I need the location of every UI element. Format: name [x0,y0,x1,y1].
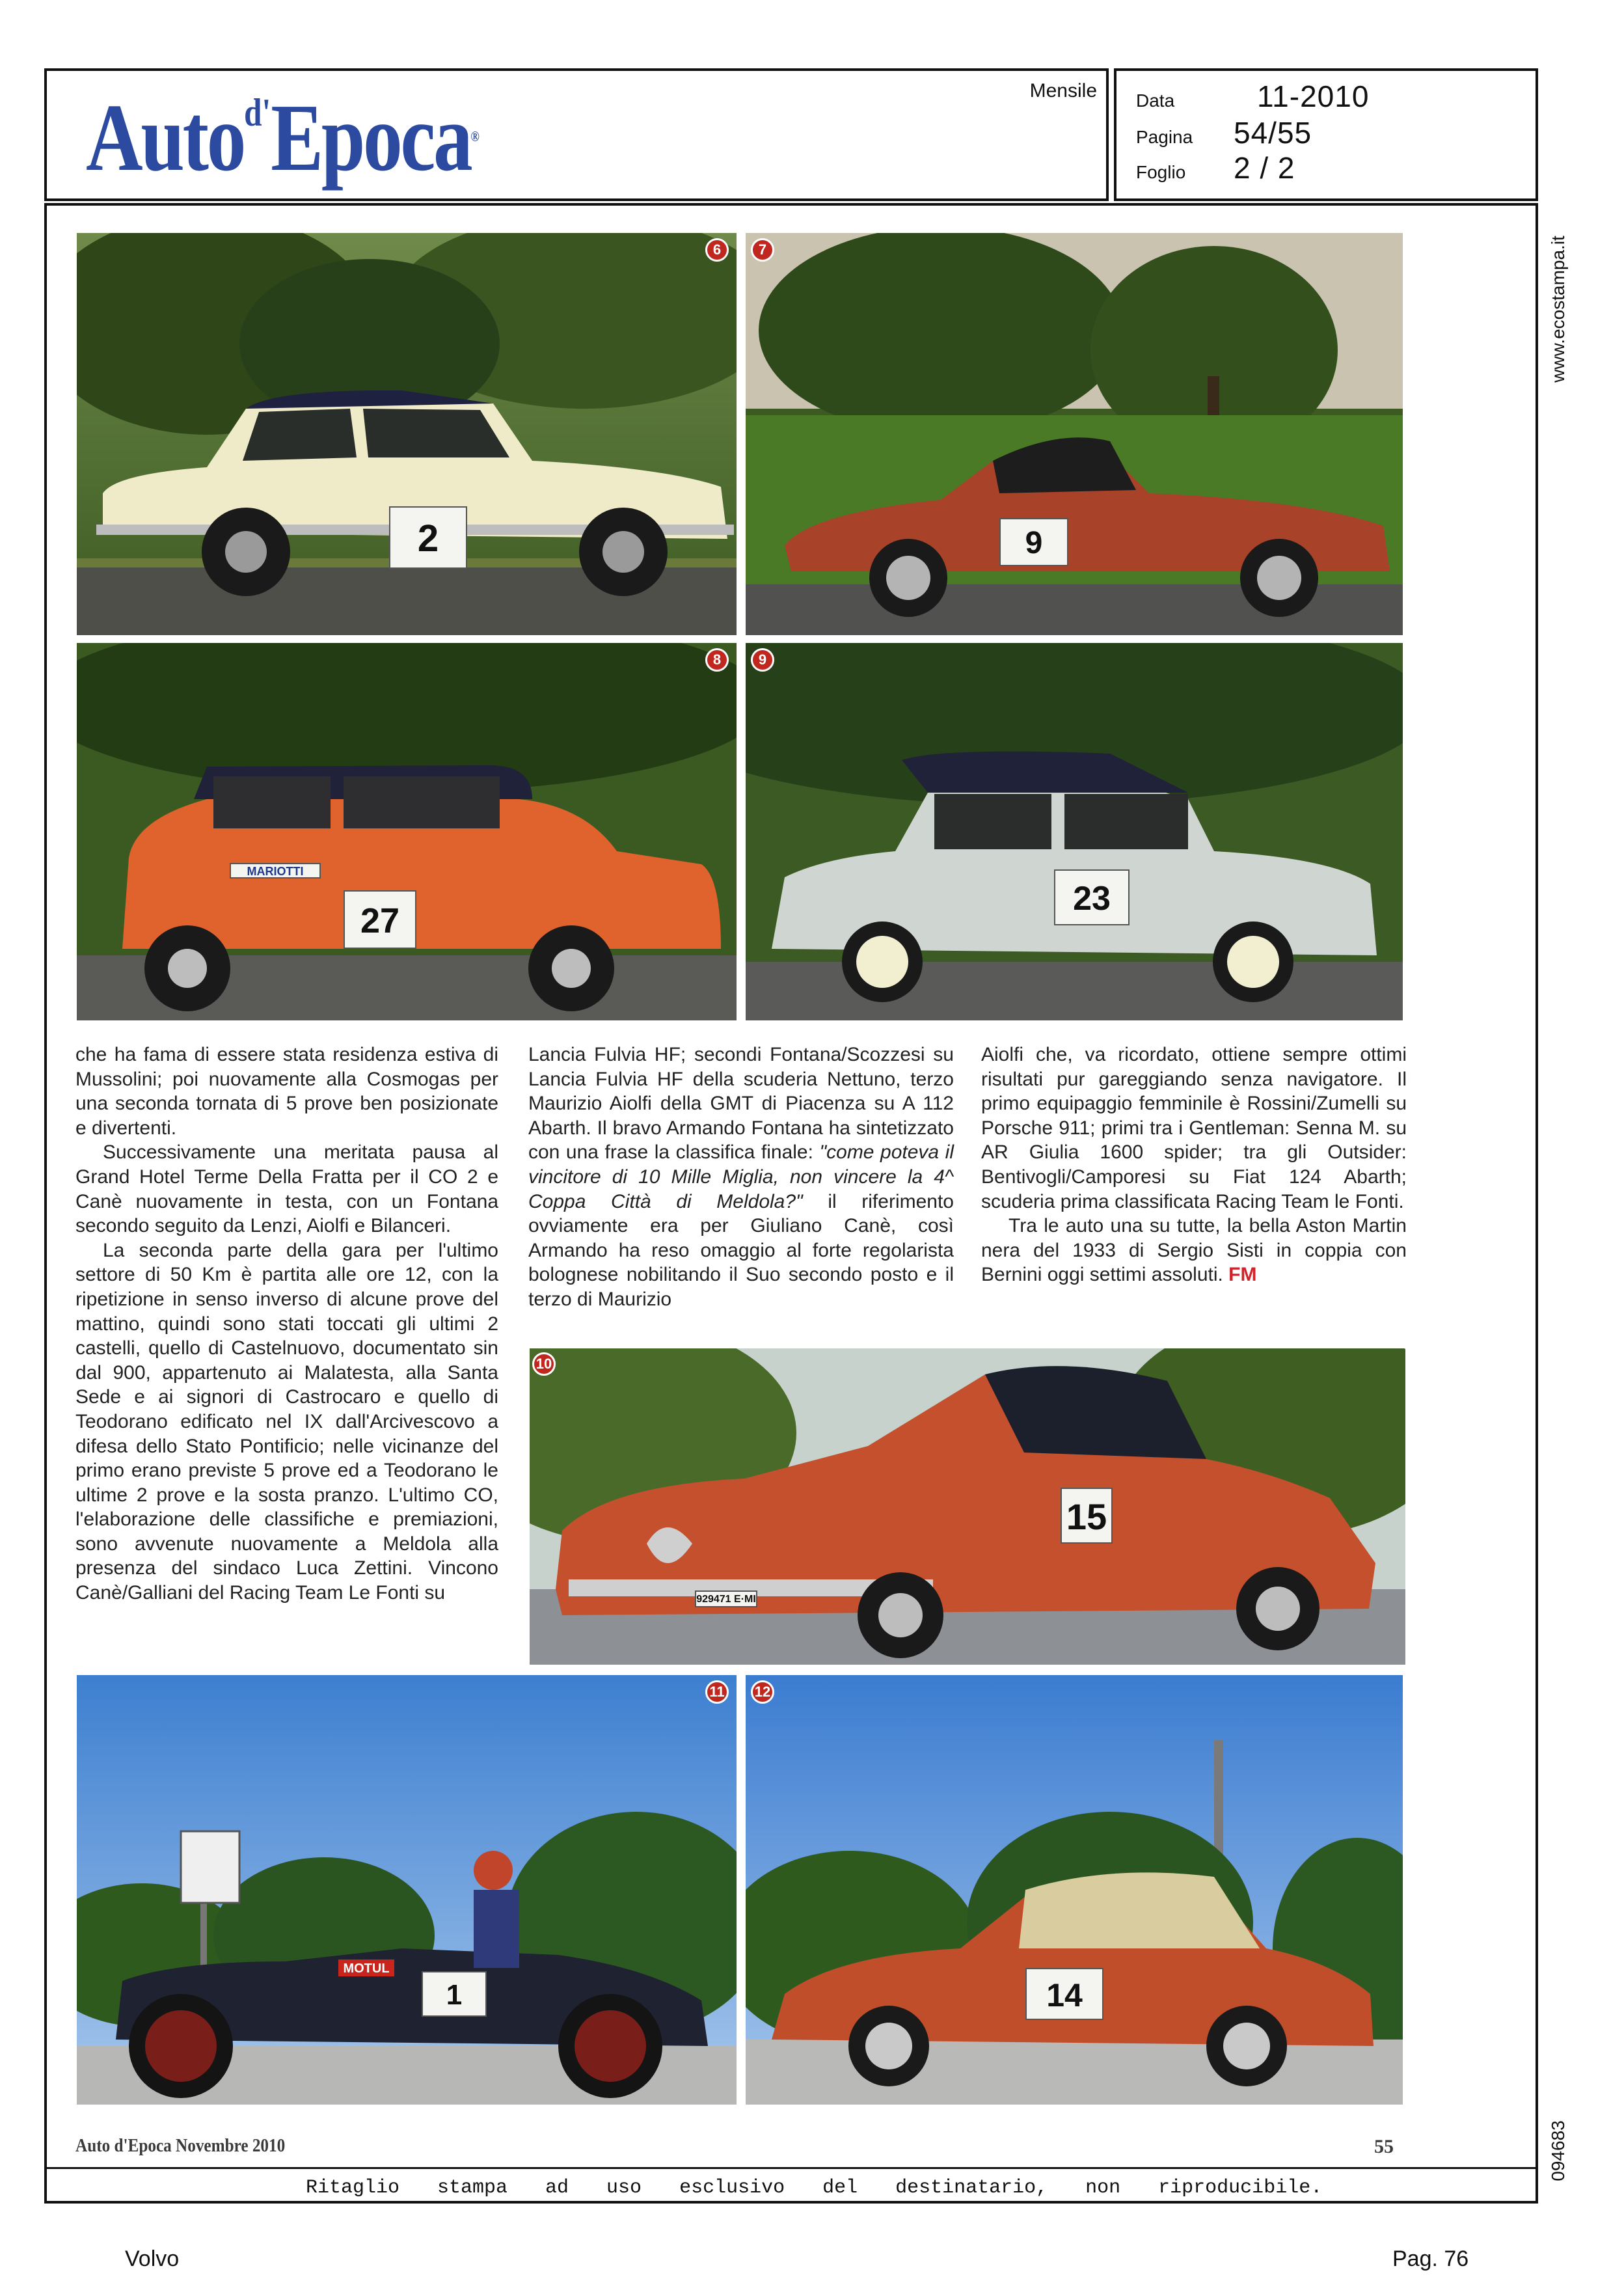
photo-10-alfa [530,1348,1405,1665]
photo-8-badge: 8 [705,648,729,672]
clip-notice: Ritaglio stampa ad uso esclusivo del destinatario, non riproducibile. [306,2177,1323,2199]
clip-divider [44,2167,1538,2169]
col1-paragraph-2: Successivamente una meritata pausa al Grand Hotel Terme Della Fratta per il CO 2 e Canè nuovamente in testa, con un Fontana secondo seguito da Lenzi, Aiolfi e Bilanceri. [75,1141,498,1237]
pagina-row [1136,115,1312,150]
col2-paragraph [528,1043,954,1312]
author-signature: FM [1228,1264,1257,1286]
document-footer-left: Volvo [125,2246,180,2271]
photo-11-badge: 11 [705,1680,729,1704]
magazine-logo [86,83,480,193]
logo-part-auto: Auto [86,85,245,191]
photo-9-race-number: 23 [1054,869,1130,925]
side-code-text: 094683 [1548,2120,1568,2181]
magazine-page-number: 55 [1374,2136,1394,2157]
photo-11-sponsor: MOTUL [338,1959,394,1976]
pagina-label: Pagina [1136,127,1193,147]
photo-6-image [77,233,737,635]
issue-info-box [1114,68,1538,201]
magazine-footer-title: Auto d'Epoca Novembre 2010 [75,2136,286,2156]
col1-paragraph-3: La seconda parte della gara per l'ultimo settore di 50 Km è partita alle ore 12, con la ripetizione in senso inverso di alcune prove del mattino, quindi sono stati toccati gli ultimi 2 castelli, quello di Castelnuovo, documentato sin dal 900, appartenuto ai Malatesta, alla Santa Sede e ai signori di Castrocaro e quello di Teodorano edificato nel IX dall'Arcivescovo a difesa dello Stato Pontificio; nelle vicinanze del primo erano previste 5 prove ed a Teodorano le ultime 2 prove e la sosta pranzo. L'ultimo CO, l'elaborazione delle classifiche e premiazioni, sono avvenute nuovamente a Meldola alla presenza del sindaco Luca Zettini. Vincono Canè/Galliani del Racing Team Le Fonti su [75,1239,498,1604]
text-column-3 [981,1043,1407,1287]
col2-text-a: Lancia Fulvia HF; secondi Fontana/Scozzesi su Lancia Fulvia HF della scuderia Nettuno, terzo Maurizio Aiolfi della GMT di Piacenza su A 112 Abarth. Il bravo Armando Fontana ha sintetizzato con una frase la classifica finale: [528,1044,954,1164]
text-column-1 [75,1043,498,1605]
photo-12-image [746,1675,1403,2105]
foglio-label: Foglio [1136,162,1186,182]
logo-part-epoca: Epoca [271,85,471,191]
data-row [1136,79,1369,114]
photo-10-race-number: 15 [1061,1488,1113,1544]
side-url-text: www.ecostampa.it [1548,236,1568,383]
photo-8-mini [77,643,737,1020]
photo-11-image [77,1675,737,2105]
photo-6-badge: 6 [705,238,729,262]
col3-paragraph-1: Aiolfi che, va ricordato, ottiene sempre ottimi risultati pur gareggiando senza navigatore. Il primo equipaggio femminile è Rossini/Zumelli su Porsche 911; primi tra i Gentleman: Senna M. su AR Giulia 1600 spider; tra gli Outsider: Bentivogli/Camporesi su Fiat 124 Abarth; scuderia prima classificata Racing Team le Fonti. [981,1044,1407,1212]
frequency-label: Mensile [1029,80,1097,102]
foglio-value: 2 / 2 [1234,151,1295,185]
photo-10-license-plate: 929471 E·MI [695,1590,757,1607]
photo-8-race-number: 27 [344,890,416,949]
photo-7-badge: 7 [751,238,774,262]
photo-7-jaguar [746,233,1403,635]
photo-10-image [530,1348,1405,1665]
col2-quote: "come poteva il vincitore di 10 Mille Miglia, non vincere la 4^ Coppa Città di Meldola?" [528,1141,954,1212]
photo-10-badge: 10 [532,1352,556,1376]
col1-paragraph-1: che ha fama di essere stata residenza estiva di Mussolini; poi nuovamente alla Cosmogas per una seconda tornata di 5 prove ben posizionate e divertenti. [75,1044,498,1139]
photo-11-aston-martin [77,1675,737,2105]
photo-9-image [746,643,1403,1020]
photo-6-volvo [77,233,737,635]
photo-8-sponsor: MARIOTTI [230,863,321,879]
photo-12-porsche [746,1675,1403,2105]
photo-9-badge: 9 [751,648,774,672]
side-code [1542,2108,1575,2193]
photo-11-race-number: 1 [422,1971,487,2017]
photo-7-image [746,233,1403,635]
data-label: Data [1136,90,1175,111]
photo-9-fiat [746,643,1403,1020]
photo-8-image [77,643,737,1020]
data-value: 11-2010 [1257,79,1370,113]
document-footer-page: Pag. 76 [1392,2246,1469,2271]
photo-12-race-number: 14 [1025,1968,1103,2020]
col2-text-b: il riferimento ovviamente era per Giuliano Canè, così Armando ha reso omaggio al forte regolarista bolognese nobilitando il Suo secondo posto e il terzo di Maurizio [528,1190,954,1310]
pagina-value: 54/55 [1234,116,1312,150]
text-column-2 [528,1043,954,1312]
logo-registered-mark: ® [470,128,480,144]
photo-6-race-number: 2 [389,506,467,569]
col3-text: Tra le auto una su tutte, la bella Aston Martin nera del 1933 di Sergio Sisti in coppia con Bernini oggi settimi assoluti. [981,1215,1407,1286]
photo-12-badge: 12 [751,1680,774,1704]
col3-paragraph-2 [981,1214,1407,1287]
masthead-box [44,68,1109,201]
foglio-row [1136,150,1295,185]
logo-part-d: d' [244,91,271,134]
photo-7-race-number: 9 [999,518,1068,566]
side-url [1542,215,1575,403]
